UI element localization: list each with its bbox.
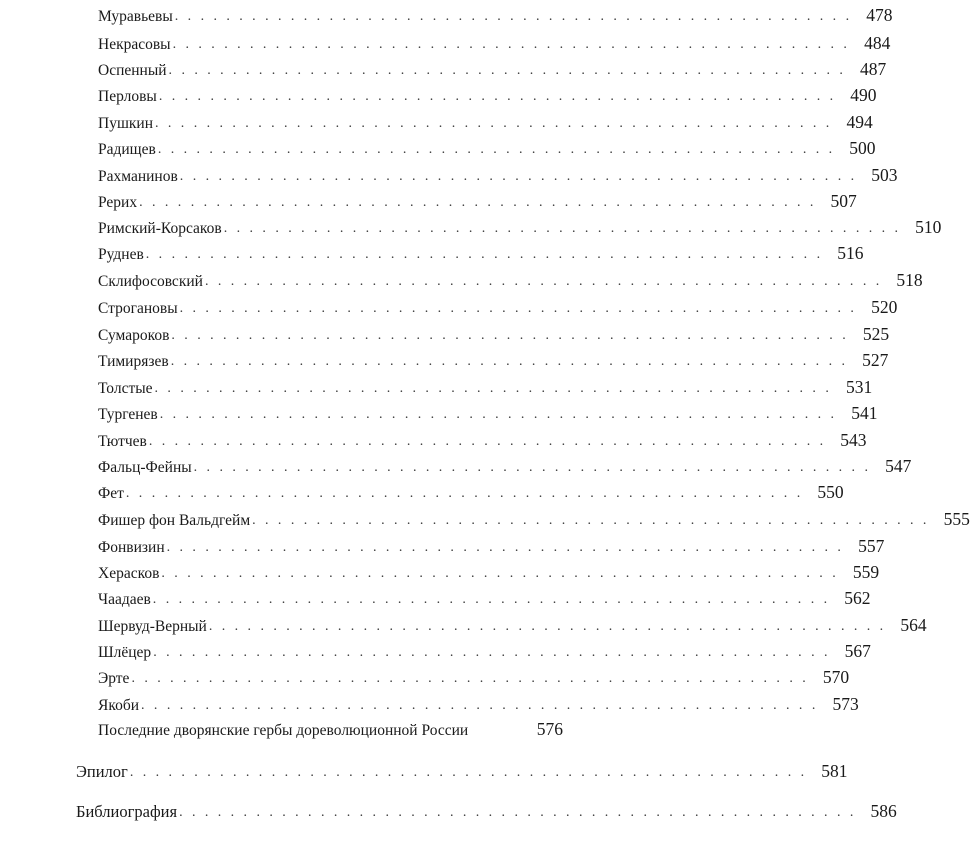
toc-leader-dots: ..................................................... xyxy=(179,805,863,820)
toc-entry-page: 567 xyxy=(844,640,871,661)
toc-entry-page: 527 xyxy=(862,349,889,370)
toc-entry-page: 490 xyxy=(850,84,877,105)
toc-entry-page: 550 xyxy=(817,481,844,502)
toc-leader-dots: ..................................................... xyxy=(152,592,837,607)
toc-entry xyxy=(98,162,898,188)
toc-entry xyxy=(98,612,927,638)
toc-leader-dots: ..................................................... xyxy=(223,221,908,236)
toc-entry-title: Фет xyxy=(98,484,124,502)
toc-leader-dots: ..................................................... xyxy=(168,63,853,78)
toc-leader-dots: ..................................................... xyxy=(171,328,856,343)
toc-entry-page: 503 xyxy=(871,164,898,185)
toc-leader-dots: ..................................................... xyxy=(145,247,830,262)
toc-entry xyxy=(98,109,873,135)
toc-entry-title: Шлёцер xyxy=(98,643,152,661)
toc-entry-page: 562 xyxy=(844,587,871,608)
toc-leader-dots: ..................................................... xyxy=(155,116,839,131)
toc-leader-dots: ..................................................... xyxy=(166,540,851,555)
toc-entry xyxy=(98,347,889,373)
toc-entry xyxy=(98,240,864,266)
toc-entry-page: 557 xyxy=(858,535,885,556)
toc-leader-dots: ..................................................... xyxy=(125,486,810,501)
toc-entry-page: 531 xyxy=(845,376,873,397)
toc-entry-page: 564 xyxy=(900,614,927,635)
toc-entry xyxy=(98,638,871,664)
toc-entry-title: Сумароков xyxy=(98,326,170,344)
toc-entry xyxy=(98,559,880,585)
toc-leader-dots: ..................................................... xyxy=(174,9,859,24)
toc-entry-title: Римский-Корсаков xyxy=(98,219,222,237)
toc-leader-dots: ..................................................... xyxy=(208,619,893,634)
toc-leader-dots: ..................................................... xyxy=(129,765,814,780)
toc-leader-dots: ..................................................... xyxy=(170,354,855,369)
toc-section-page: 586 xyxy=(870,800,897,821)
toc-entry xyxy=(98,533,885,559)
toc-entry-title: Фонвизин xyxy=(98,538,165,556)
toc-entry xyxy=(98,691,859,717)
toc-leader-dots: ..................................................... xyxy=(252,513,936,528)
toc-entry-title: Перловы xyxy=(98,87,157,105)
toc-entry xyxy=(98,56,887,82)
toc-entry-title: Склифосовский xyxy=(98,272,203,290)
toc-entry-title: Рахманинов xyxy=(98,167,178,185)
toc-entry-title: Некрасовы xyxy=(98,35,171,53)
toc-entry xyxy=(98,664,850,690)
toc-entry-title: Тютчев xyxy=(98,432,147,450)
toc-entry xyxy=(98,30,891,56)
toc-entry-title: Муравьевы xyxy=(98,7,173,25)
toc-entry-title: Фишер фон Вальдгейм xyxy=(98,511,251,529)
toc-entry-page: 570 xyxy=(822,666,850,687)
toc-entry-page: 518 xyxy=(896,269,923,290)
toc-entry xyxy=(98,267,923,293)
toc-entry-title: Строгановы xyxy=(98,299,178,317)
toc-entry-page: 516 xyxy=(837,242,864,263)
toc-leader-dots: ..................................................... xyxy=(148,434,833,449)
toc-leader-dots: ..................................................... xyxy=(157,142,842,157)
toc-entry-page: 520 xyxy=(871,296,898,317)
toc-entry-title: Руднев xyxy=(98,245,144,263)
toc-entry-title: Эрте xyxy=(98,669,130,687)
toc-entry-page: 510 xyxy=(915,216,942,237)
toc-entry-page: 555 xyxy=(943,508,970,529)
toc-leader-dots: ..................................................... xyxy=(131,671,816,686)
toc-entry xyxy=(98,427,867,453)
toc-entry xyxy=(98,188,857,214)
toc-entry-page: 559 xyxy=(852,561,880,582)
toc-entry-page: 500 xyxy=(849,137,876,158)
toc-entry xyxy=(98,2,893,28)
toc-leader-dots: ..................................................... xyxy=(193,460,878,475)
toc-entry-page: 543 xyxy=(840,429,867,450)
toc-entry-page: 507 xyxy=(830,190,857,211)
toc-entry-page: 573 xyxy=(832,693,859,714)
toc-leader-dots: ..................................................... xyxy=(161,566,846,581)
toc-leader-dots: ..................................................... xyxy=(204,274,889,289)
toc-entry-page: 487 xyxy=(860,58,887,79)
toc-leader-dots: ..................................................... xyxy=(154,381,839,396)
toc-entry-page: 576 xyxy=(536,718,563,739)
toc-leader-dots: ..................................................... xyxy=(158,89,843,104)
toc-entry xyxy=(98,135,876,161)
toc-entry-title: Пушкин xyxy=(98,114,153,132)
toc-entry-title: Тимирязев xyxy=(98,352,169,370)
toc-leader-dots: ..................................................... xyxy=(179,169,864,184)
toc-entry xyxy=(98,321,890,347)
toc-entry-page: 525 xyxy=(862,323,890,344)
toc-entry-title: Якоби xyxy=(98,696,140,714)
toc-entry-page: 494 xyxy=(846,111,873,132)
toc-entry-page: 547 xyxy=(885,455,912,476)
toc-entry-title: Тургенев xyxy=(98,405,158,423)
toc-entry-page: 541 xyxy=(851,402,878,423)
toc-entry-title: Оспенный xyxy=(98,61,167,79)
toc-leader-dots: ..................................................... xyxy=(172,37,857,52)
toc-entry xyxy=(98,214,942,240)
toc-entry-title: Толстые xyxy=(98,379,153,397)
toc-entry-title: Рерих xyxy=(98,193,138,211)
toc-entry xyxy=(98,453,912,479)
toc-entry-title: Радищев xyxy=(98,140,156,158)
toc-entry xyxy=(98,506,970,532)
toc-section-title: Библиография xyxy=(76,801,178,821)
toc-section-page: 581 xyxy=(821,760,848,781)
toc-entry-title: Последние дворянские гербы дореволюционной России xyxy=(98,721,469,739)
toc-section xyxy=(76,758,848,784)
toc-entry-page: 484 xyxy=(864,32,891,53)
toc-leader-dots: ..................................................... xyxy=(159,407,844,422)
toc-leader-dots: ..................................................... xyxy=(179,301,864,316)
toc-leader-dots xyxy=(470,738,529,742)
toc-entry-page: 478 xyxy=(866,4,893,25)
toc-entry-title: Чаадаев xyxy=(98,590,151,608)
toc-entry xyxy=(98,294,898,320)
toc-entry-title: Херасков xyxy=(98,564,160,582)
toc-entry xyxy=(98,479,844,505)
toc-entry xyxy=(98,374,873,400)
toc-entry xyxy=(98,82,877,108)
toc-leader-dots: ..................................................... xyxy=(141,698,825,713)
toc-section-title: Эпилог xyxy=(76,761,128,781)
toc-entry xyxy=(98,716,563,742)
toc-entry xyxy=(98,400,878,426)
toc-entry-title: Шервуд-Верный xyxy=(98,617,207,635)
toc-leader-dots: ..................................................... xyxy=(153,645,837,660)
toc-entry-title: Фальц-Фейны xyxy=(98,458,192,476)
toc-entry xyxy=(98,585,871,611)
toc-section xyxy=(76,798,897,824)
toc-leader-dots: ..................................................... xyxy=(139,195,823,210)
